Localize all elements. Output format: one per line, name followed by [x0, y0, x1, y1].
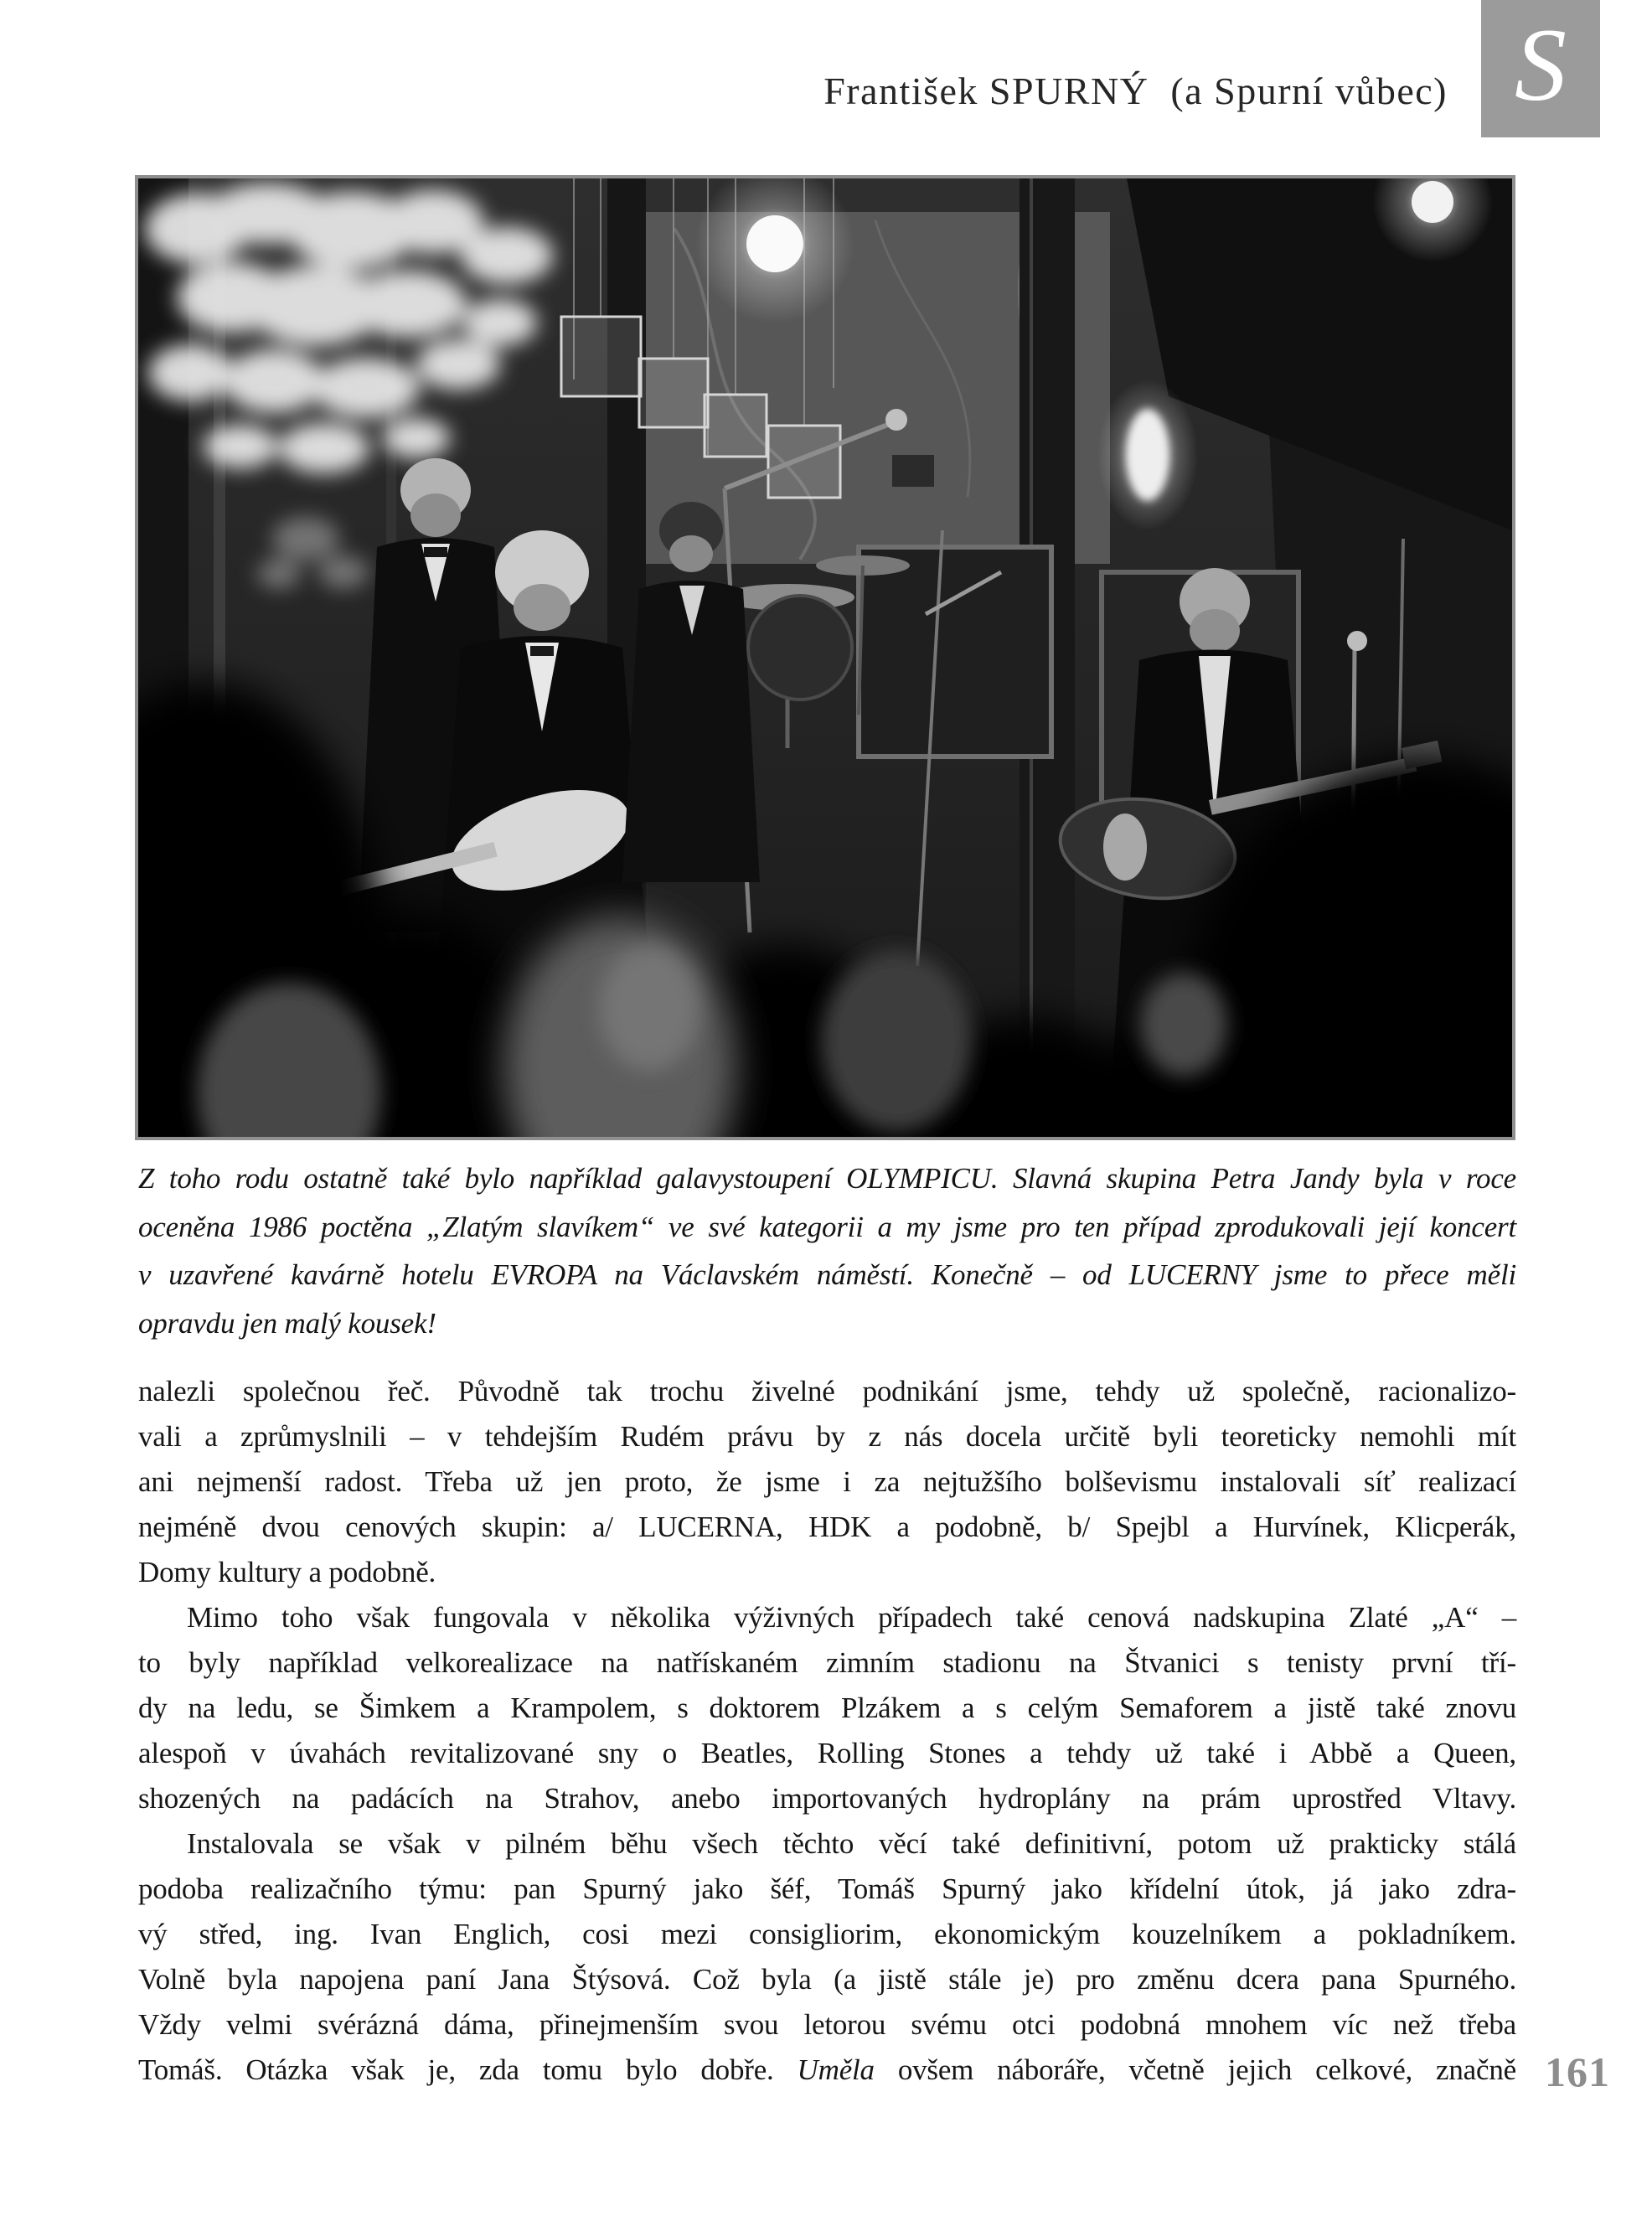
- text-line: dy na ledu, se Šimkem a Krampolem, s doktorem Plzákem a s celým Semaforem a jistě také znovu: [138, 1691, 1516, 1724]
- paragraph: [138, 1595, 1516, 1821]
- text-line: to byly například velkorealizace na natřískaném zimním stadionu na Štvanici s tenisty první tří-: [138, 1646, 1516, 1679]
- photo-caption: [138, 1154, 1516, 1347]
- text-line: nejméně dvou cenových skupin: a/ LUCERNA, HDK a podobně, b/ Spejbl a Hurvínek, Klicperák,: [138, 1511, 1516, 1543]
- text-line: alespoň v úvahách revitalizované sny o Beatles, Rolling Stones a tehdy už také i Abbě a Queen,: [138, 1737, 1516, 1769]
- section-letter: S: [1515, 8, 1567, 122]
- text-line: oceněna 1986 poctěna „Zlatým slavíkem“ ve své kategorii a my jsme pro ten případ zprodukovali její koncert: [138, 1210, 1516, 1243]
- text-line: Instalovala se však v pilném běhu všech těchto věcí také definitivní, potom už prakticky stálá: [187, 1827, 1516, 1860]
- text-line: Mimo toho však fungovala v několika výživných případech také cenová nadskupina Zlaté „A“ –: [187, 1601, 1516, 1634]
- text-line: Domy kultury a podobně.: [138, 1556, 436, 1588]
- text-line: opravdu jen malý kousek!: [138, 1306, 436, 1340]
- text-line: ani nejmenší radost. Třeba už jen proto, že jsme i za nejtužšího bolševismu instalovali síť realizací: [138, 1465, 1516, 1498]
- text-line: vý střed, ing. Ivan Englich, cosi mezi consigliorim, ekonomickým kouzelníkem a pokladníkem.: [138, 1918, 1516, 1950]
- running-header: František SPURNÝ (a Spurní vůbec): [823, 70, 1448, 112]
- band-photo-figure: [135, 175, 1515, 1140]
- paragraph: [138, 1821, 1516, 2093]
- text-line: Z toho rodu ostatně také bylo například galavystoupení OLYMPICU. Slavná skupina Petra Jandy byla v roce: [138, 1162, 1516, 1195]
- page-number: 161: [1545, 2048, 1610, 2095]
- section-tab: [1481, 0, 1600, 137]
- text-line: nalezli společnou řeč. Původně tak trochu živelné podnikání jsme, tehdy už společně, racionalizo-: [138, 1375, 1516, 1407]
- text-line: vali a zprůmyslnili – v tehdejším Rudém právu by z nás docela určitě byli teoreticky nemohli mít: [138, 1420, 1516, 1453]
- text-line: Volně byla napojena paní Jana Štýsová. Což byla (a jistě stále je) pro změnu dcera pana Spurného.: [138, 1963, 1516, 1996]
- band-photo-image: [138, 178, 1512, 1137]
- text-line: shozených na padácích na Strahov, anebo importovaných hydroplány na prám uprostřed Vltavy.: [138, 1782, 1516, 1815]
- text-line: Vždy velmi svérázná dáma, přinejmenším svou letorou svému otci podobná mnohem víc než třeba: [138, 2008, 1516, 2041]
- body-text: [138, 1369, 1516, 2093]
- text-line: v uzavřené kavárně hotelu EVROPA na Václavském náměstí. Konečně – od LUCERNY jsme to přece měli: [138, 1258, 1516, 1291]
- paragraph: [138, 1369, 1516, 1595]
- text-line: podoba realizačního týmu: pan Spurný jako šéf, Tomáš Spurný jako křídelní útok, já jako zdra-: [138, 1872, 1516, 1905]
- text-line: Tomáš. Otázka však je, zda tomu bylo dobře. Uměla ovšem náboráře, včetně jejich celkové, značně: [138, 2053, 1516, 2086]
